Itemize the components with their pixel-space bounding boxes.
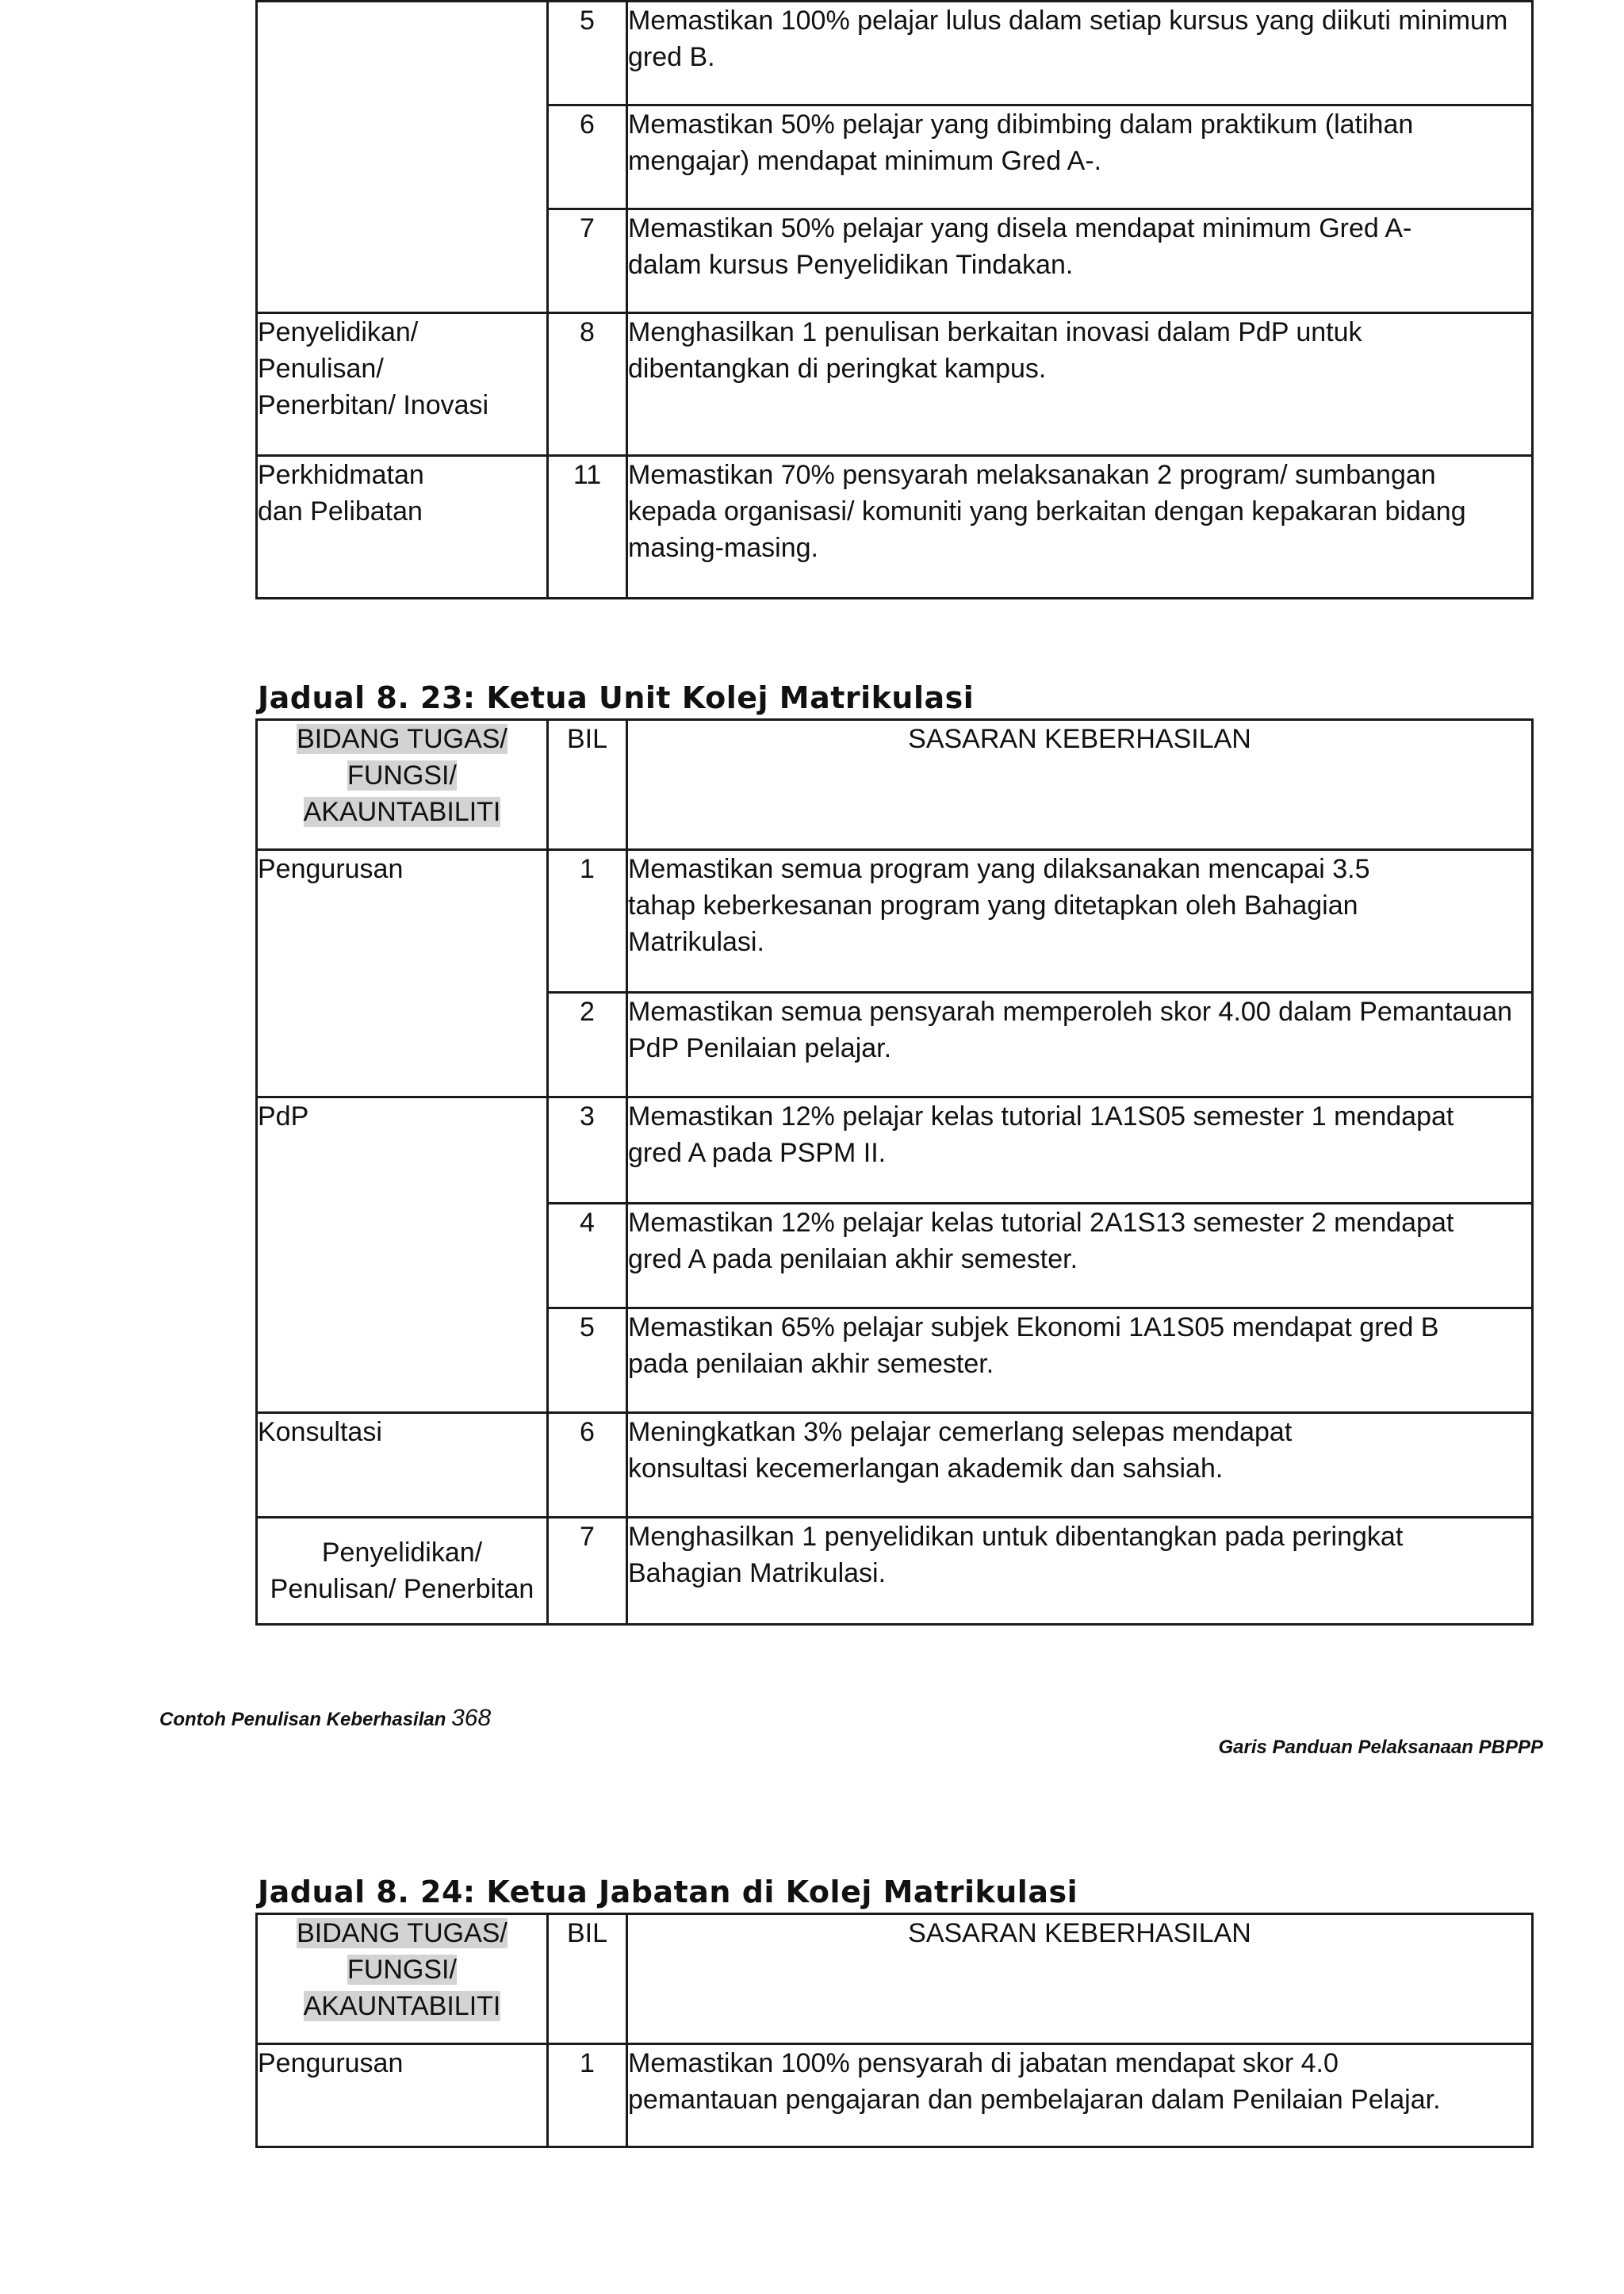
row-number: 7 — [548, 1518, 627, 1625]
target-text: Memastikan 100% pelajar lulus dalam setiap kursus yang diikuti minimum gred B. — [627, 2, 1533, 105]
row-number: 8 — [548, 313, 627, 456]
table-ketua-jabatan — [255, 1913, 1534, 2148]
header-area-line: FUNGSI/ — [347, 760, 457, 791]
target-text: Memastikan 50% pelajar yang disela mendapat minimum Gred A- dalam kursus Penyelidikan Tindakan. — [627, 209, 1533, 313]
row-number: 5 — [548, 1308, 627, 1413]
area-cell: Konsultasi — [257, 1413, 548, 1518]
row-number: 3 — [548, 1097, 627, 1204]
table-header-row — [257, 720, 1533, 850]
table-row — [257, 1413, 1533, 1518]
row-number: 6 — [548, 105, 627, 209]
header-area-line: AKAUNTABILITI — [303, 797, 501, 827]
table-row — [257, 2, 1533, 105]
target-text: Memastikan semua program yang dilaksanakan mencapai 3.5 tahap keberkesanan program yang ditetapkan oleh Bahagian Matrikulasi. — [627, 850, 1533, 993]
area-cell: Pengurusan — [257, 2044, 548, 2147]
area-cell: PdP — [257, 1097, 548, 1413]
target-text: Memastikan semua pensyarah memperoleh skor 4.00 dalam Pemantauan PdP Penilaian pelajar. — [627, 993, 1533, 1097]
row-number: 11 — [548, 456, 627, 599]
area-cell: Penyelidikan/ Penulisan/ Penerbitan/ Inovasi — [257, 313, 548, 456]
area-cell: Perkhidmatan dan Pelibatan — [257, 456, 548, 599]
target-text: Memastikan 65% pelajar subjek Ekonomi 1A1S05 mendapat gred B pada penilaian akhir semester. — [627, 1308, 1533, 1413]
row-number: 1 — [548, 850, 627, 993]
area-cell — [257, 2, 548, 313]
target-text: Menghasilkan 1 penulisan berkaitan inovasi dalam PdP untuk dibentangkan di peringkat kampus. — [627, 313, 1533, 456]
page-number: 368 — [451, 1705, 492, 1731]
table-row — [257, 313, 1533, 456]
footer-left-label: Contoh Penulisan Keberhasilan — [159, 1709, 446, 1730]
table-row — [257, 1097, 1533, 1204]
area-cell: Pengurusan — [257, 850, 548, 1097]
header-area-line: FUNGSI/ — [347, 1955, 457, 1985]
header-sasaran: SASARAN KEBERHASILAN — [627, 1914, 1533, 2044]
header-area — [257, 720, 548, 850]
table-row — [257, 850, 1533, 993]
header-area-line: BIDANG TUGAS/ — [297, 1918, 508, 1948]
header-area-line: BIDANG TUGAS/ — [297, 724, 508, 754]
header-sasaran: SASARAN KEBERHASILAN — [627, 720, 1533, 850]
header-bil: BIL — [548, 720, 627, 850]
row-number: 7 — [548, 209, 627, 313]
table-ketua-unit — [255, 718, 1534, 1626]
table-continued — [255, 0, 1534, 599]
target-text: Memastikan 12% pelajar kelas tutorial 2A1S13 semester 2 mendapat gred A pada penilaian akhir semester. — [627, 1204, 1533, 1308]
target-text: Memastikan 100% pensyarah di jabatan mendapat skor 4.0 pemantauan pengajaran dan pembelajaran dalam Penilaian Pelajar. — [627, 2044, 1533, 2147]
row-number: 4 — [548, 1204, 627, 1308]
row-number: 2 — [548, 993, 627, 1097]
table-row — [257, 2044, 1533, 2147]
header-area — [257, 1914, 548, 2044]
footer-right: Garis Panduan Pelaksanaan PBPPP — [1218, 1737, 1543, 1758]
row-number: 5 — [548, 2, 627, 105]
area-cell: Penyelidikan/ Penulisan/ Penerbitan — [257, 1518, 548, 1625]
table-row — [257, 1518, 1533, 1625]
header-area-line: AKAUNTABILITI — [303, 1991, 501, 2021]
target-text: Memastikan 50% pelajar yang dibimbing dalam praktikum (latihan mengajar) mendapat minimum Gred A-. — [627, 105, 1533, 209]
target-text: Menghasilkan 1 penyelidikan untuk dibentangkan pada peringkat Bahagian Matrikulasi. — [627, 1518, 1533, 1625]
table-caption: Jadual 8. 23: Ketua Unit Kolej Matrikulasi — [258, 680, 975, 715]
table-row — [257, 456, 1533, 599]
target-text: Memastikan 12% pelajar kelas tutorial 1A1S05 semester 1 mendapat gred A pada PSPM II. — [627, 1097, 1533, 1204]
table-caption: Jadual 8. 24: Ketua Jabatan di Kolej Matrikulasi — [258, 1875, 1078, 1909]
footer-left — [159, 1705, 491, 1732]
row-number: 6 — [548, 1413, 627, 1518]
target-text: Memastikan 70% pensyarah melaksanakan 2 program/ sumbangan kepada organisasi/ komuniti yang berkaitan dengan kepakaran bidang masing-masing. — [627, 456, 1533, 599]
row-number: 1 — [548, 2044, 627, 2147]
table-header-row — [257, 1914, 1533, 2044]
header-bil: BIL — [548, 1914, 627, 2044]
target-text: Meningkatkan 3% pelajar cemerlang selepas mendapat konsultasi kecemerlangan akademik dan sahsiah. — [627, 1413, 1533, 1518]
